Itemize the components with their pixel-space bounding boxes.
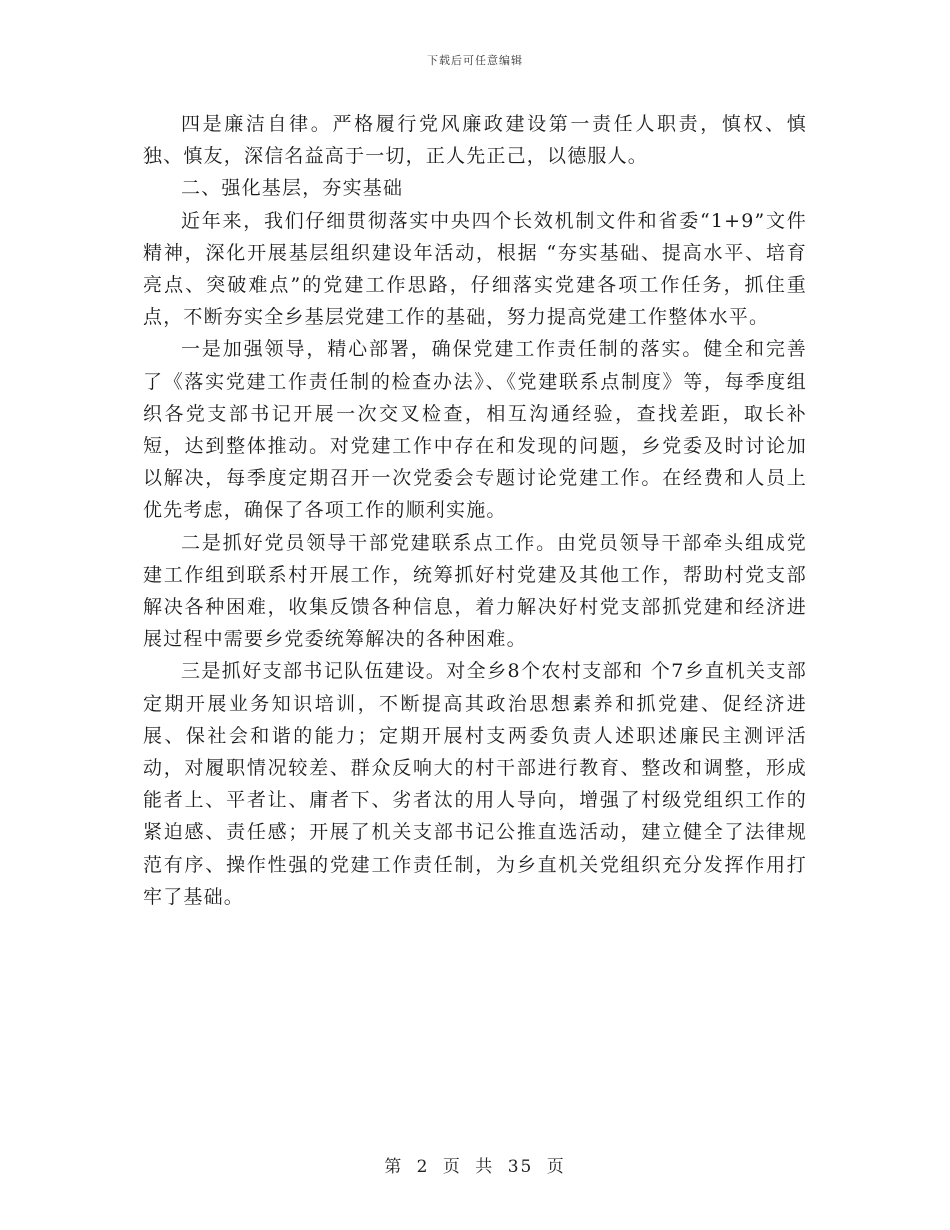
paragraph-secretary-team: 三是抓好支部书记队伍建设。对全乡8个农村支部和 个7乡直机关支部定期开展业务知识培训，不断提高其政治思想素养和抓党建、促经济进展、保社会和谐的能力；定期开展村支两委负责人述职述廉民主测评活动，对履职情况较差、群众反响大的村干部进行教育、整改和调整，形成能者上、平者让、庸者下、劣者汰的用人导向，增强了村级党组织工作的紧迫感、责任感；开展了机关支部书记公推直选活动，建立健全了法律规范有序、操作性强的党建工作责任制，为乡直机关党组织充分发挥作用打牢了基础。 bbox=[143, 660, 807, 908]
paragraph-intro: 近年来，我们仔细贯彻落实中央四个长效机制文件和省委“1+9”文件精神，深化开展基层组织建设年活动，根据 “夯实基础、提高水平、培育亮点、突破难点”的党建工作思路，仔细落实党建各项工作任务，抓住重点，不断夯实全乡基层党建工作的基础，努力提高党建工作整体水平。 bbox=[143, 209, 807, 329]
page-number: 第 2 页 共 35 页 bbox=[384, 1157, 566, 1177]
document-body bbox=[143, 108, 807, 913]
section-heading: 二、强化基层，夯实基础 bbox=[181, 177, 404, 200]
paragraph-contact-points: 二是抓好党员领导干部党建联系点工作。由党员领导干部牵头组成党建工作组到联系村开展工作，统筹抓好村党建及其他工作，帮助村党支部解决各种困难，收集反馈各种信息，着力解决好村党支部抓党建和经济进展过程中需要乡党委统筹解决的各种困难。 bbox=[143, 531, 807, 651]
page-header-note: 下载后可任意编辑 bbox=[427, 54, 523, 67]
paragraph-integrity: 四是廉洁自律。严格履行党风廉政建设第一责任人职责，慎权、慎独、慎友，深信名益高于一切，正人先正己，以德服人。 bbox=[143, 113, 807, 168]
paragraph-leadership: 一是加强领导，精心部署，确保党建工作责任制的落实。健全和完善了《落实党建工作责任制的检查办法》、《党建联系点制度》等，每季度组织各党支部书记开展一次交叉检查，相互沟通经验，查找差距，取长补短，达到整体推动。对党建工作中存在和发现的问题，乡党委及时讨论加以解决，每季度定期召开一次党委会专题讨论党建工作。在经费和人员上优先考虑，确保了各项工作的顺利实施。 bbox=[143, 338, 807, 522]
